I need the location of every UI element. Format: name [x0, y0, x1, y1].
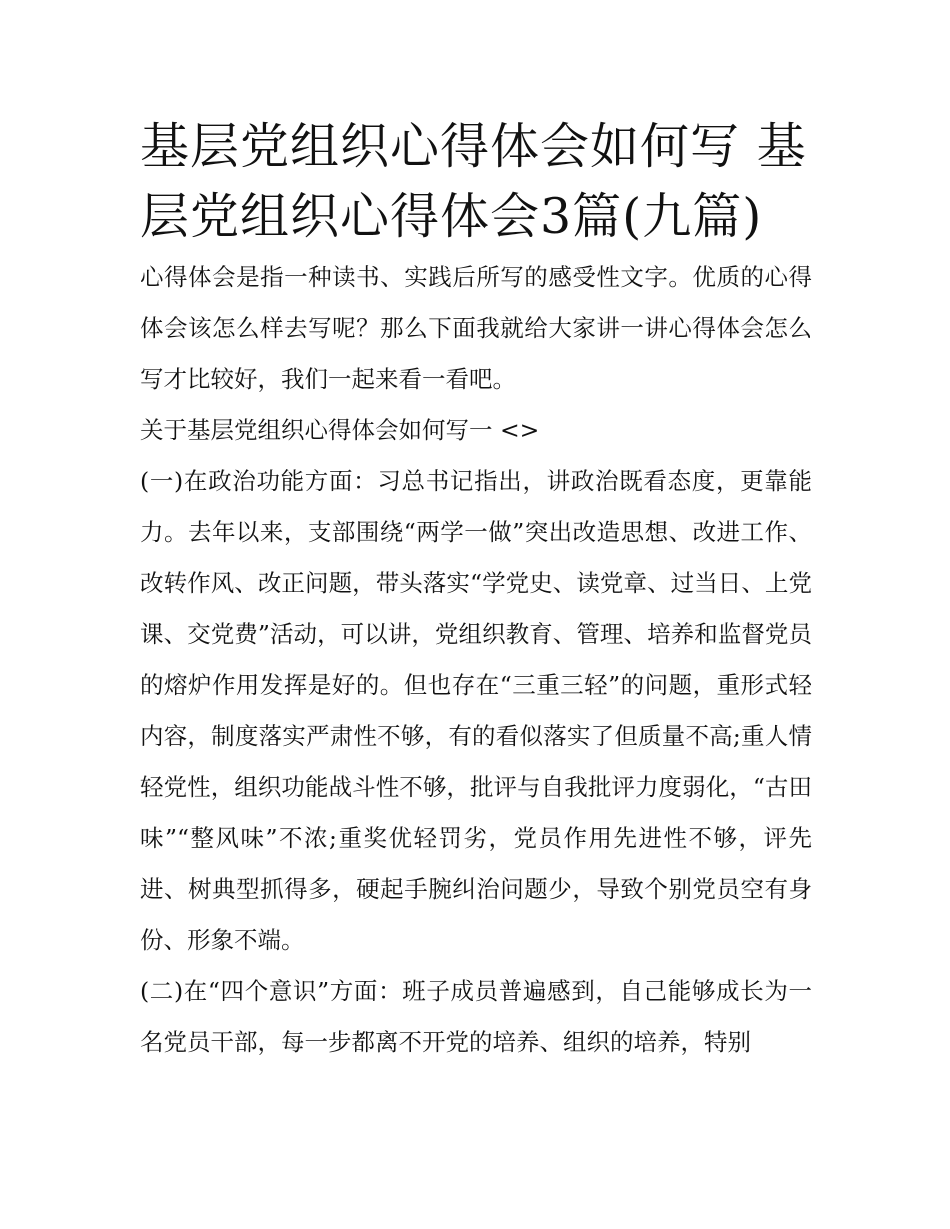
section-heading: 关于基层党组织心得体会如何写一 <>	[140, 416, 540, 444]
document-page	[140, 112, 812, 1068]
body-paragraph-1: (一)在政治功能方面：习总书记指出，讲政治既看态度，更靠能力。去年以来，支部围绕“两学一做”突出改造思想、改进工作、改转作风、改正问题，带头落实“学党史、读党章、过当日、上党课、交党费”活动，可以讲，党组织教育、管理、培养和监督党员的熔炉作用发挥是好的。但也存在“三重三轻”的问题，重形式轻内容，制度落实严肃性不够，有的看似落实了但质量不高;重人情轻党性，组织功能战斗性不够，批评与自我批评力度弱化，“古田味”“整风味”不浓;重奖优轻罚劣，党员作用先进性不够，评先进、树典型抓得多，硬起手腕纠治问题少，导致个别党员空有身份、形象不端。	[140, 467, 812, 954]
document-title: 基层党组织心得体会如何写 基层党组织心得体会3篇(九篇)	[140, 118, 807, 245]
body-paragraph-2: (二)在“四个意识”方面：班子成员普遍感到，自己能够成长为一名党员干部，每一步都离不开党的培养、组织的培养，特别	[140, 977, 812, 1056]
intro-paragraph: 心得体会是指一种读书、实践后所写的感受性文字。优质的心得体会该怎么样去写呢？那么下面我就给大家讲一讲心得体会怎么写才比较好，我们一起来看一看吧。	[140, 263, 812, 393]
